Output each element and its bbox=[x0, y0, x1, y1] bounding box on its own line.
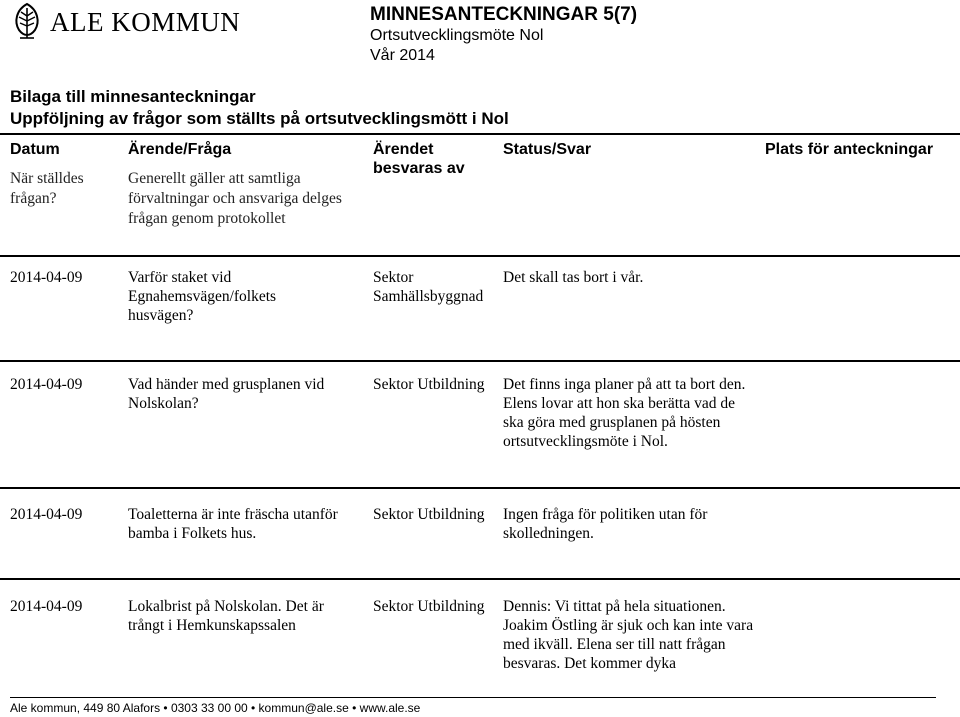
document-header bbox=[370, 4, 637, 66]
row-1-status: Det skall tas bort i vår. bbox=[503, 269, 644, 286]
row-2-question: Vad händer med grusplanen vid Nolskolan? bbox=[128, 376, 325, 412]
meeting-period: Vår 2014 bbox=[370, 47, 435, 64]
row-2-responder: Sektor Utbildning bbox=[373, 376, 485, 393]
column-header-besvaras bbox=[373, 140, 478, 178]
column-title: Datum bbox=[10, 141, 60, 158]
column-header-status bbox=[503, 140, 703, 159]
footer-rule bbox=[10, 697, 936, 698]
row-2-date: 2014-04-09 bbox=[10, 376, 83, 393]
row-divider bbox=[0, 255, 960, 257]
row-1-responder: Sektor Samhällsbyggnad bbox=[373, 269, 484, 305]
table-top-rule bbox=[0, 133, 960, 135]
row-4-question: Lokalbrist på Nolskolan. Det är trångt i Hemkunskapssalen bbox=[128, 598, 324, 634]
column-title: Ärende/Fråga bbox=[128, 141, 232, 158]
page-title-line1: Bilaga till minnesanteckningar bbox=[10, 87, 256, 106]
row-3-status: Ingen fråga för politiken utan för skolledningen. bbox=[503, 506, 708, 542]
ale-kommun-logo bbox=[10, 2, 240, 40]
leaf-emblem-icon bbox=[10, 2, 44, 40]
column-title: Ärendet besvaras av bbox=[373, 141, 465, 177]
column-subtitle: Generellt gäller att samtliga förvaltningar och ansvariga delges frågan genom protokollet bbox=[128, 170, 342, 227]
row-1-question: Varför staket vid Egnahemsvägen/folkets husvägen? bbox=[128, 269, 277, 324]
row-4-responder: Sektor Utbildning bbox=[373, 598, 485, 615]
logo-text: ALE KOMMUN bbox=[50, 6, 241, 37]
column-header-datum bbox=[10, 140, 120, 209]
page-title-line2: Uppföljning av frågor som ställts på ortsutvecklingsmött i Nol bbox=[10, 109, 509, 128]
column-subtitle: När ställdes frågan? bbox=[10, 170, 84, 207]
footer-contact: Ale kommun, 449 80 Alafors • 0303 33 00 00 • kommun@ale.se • www.ale.se bbox=[10, 701, 421, 715]
row-3-question: Toaletterna är inte fräscha utanför bamba i Folkets hus. bbox=[128, 506, 338, 542]
row-3-responder: Sektor Utbildning bbox=[373, 506, 485, 523]
row-3-date: 2014-04-09 bbox=[10, 506, 83, 523]
row-1-date: 2014-04-09 bbox=[10, 269, 83, 286]
row-divider bbox=[0, 360, 960, 362]
page-title bbox=[10, 86, 509, 130]
row-divider bbox=[0, 487, 960, 489]
row-4-date: 2014-04-09 bbox=[10, 598, 83, 615]
column-title: Status/Svar bbox=[503, 141, 592, 158]
column-title: Plats för anteckningar bbox=[765, 141, 934, 158]
column-header-arende bbox=[128, 140, 360, 229]
meeting-name: Ortsutvecklingsmöte Nol bbox=[370, 27, 544, 44]
doc-title: MINNESANTECKNINGAR 5(7) bbox=[370, 4, 638, 25]
row-4-status: Dennis: Vi tittat på hela situationen. Joakim Östling är sjuk och kan inte vara med ikväll. Elena ser till natt frågan besvaras. Det kommer dyka bbox=[503, 598, 754, 672]
row-divider bbox=[0, 578, 960, 580]
row-2-status: Det finns inga planer på att ta bort den. Elens lovar att hon ska berätta vad de ska göra med grusplanen på hösten ortsutvecklingsmöte i Nol. bbox=[503, 376, 746, 450]
column-header-anteckningar bbox=[765, 140, 955, 159]
